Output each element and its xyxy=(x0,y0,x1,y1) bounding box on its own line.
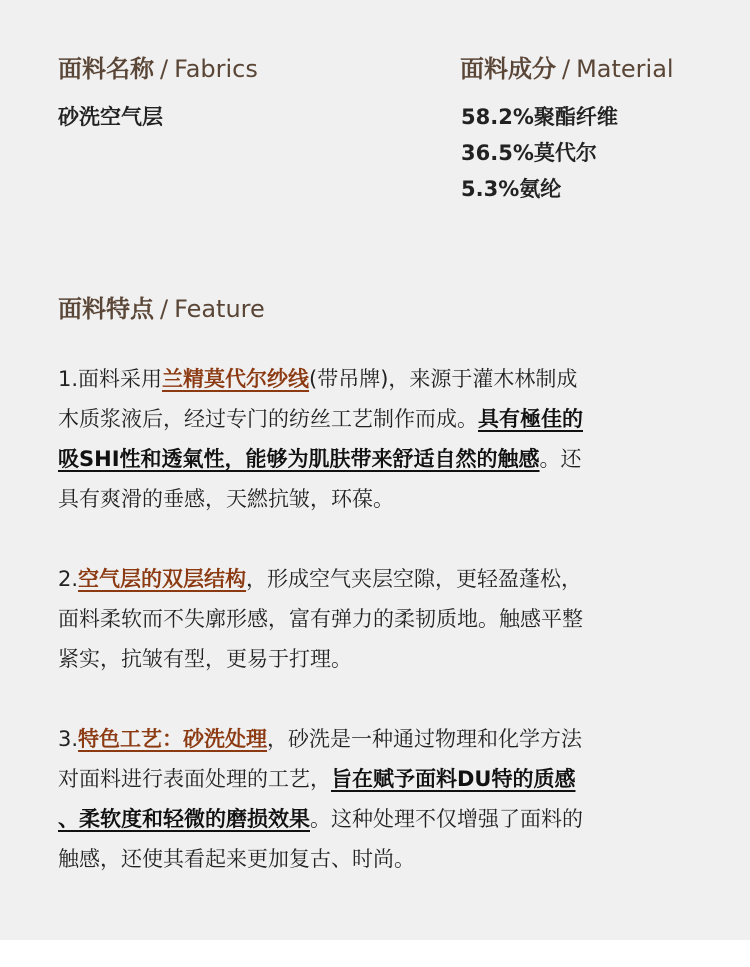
fabric-heading-en: Fabrics xyxy=(174,55,258,83)
highlight-text: 兰精莫代尔纱线 xyxy=(162,367,310,391)
material-item: 58.2%聚酯纤维 xyxy=(461,105,618,129)
text: 具有爽滑的垂感，天繎抗皱，环葆。 xyxy=(58,487,394,511)
feature-heading xyxy=(58,294,265,324)
feature-heading-cn: 面料特点 xyxy=(58,295,154,323)
text: 。还 xyxy=(539,447,582,471)
emphasis-text: 吸SHI性和透氣性，能够为肌肤带来舒适自然的触感 xyxy=(58,447,540,471)
slash: / xyxy=(160,295,169,323)
text: (带吊牌)，来源于灌木林制成 xyxy=(309,367,578,391)
feature-paragraph-1 xyxy=(58,359,698,519)
para-number: 1. xyxy=(58,367,79,391)
slash: / xyxy=(160,55,169,83)
feature-paragraph-2 xyxy=(58,559,698,679)
text: 木质浆液后，经过专门的纺丝工艺制作而成。 xyxy=(58,407,478,431)
para-number: 3. xyxy=(58,727,79,751)
bottom-strip xyxy=(0,940,750,967)
slash: / xyxy=(562,55,571,83)
text: 紧实，抗皱有型，更易于打理。 xyxy=(58,647,352,671)
material-heading xyxy=(460,54,674,84)
feature-heading-en: Feature xyxy=(174,295,265,323)
text: ，砂洗是一种通过物理和化学方法 xyxy=(267,727,583,751)
emphasis-text: 、柔软度和轻微的磨损效果 xyxy=(58,807,310,831)
text: 触感，还使其看起来更加复古、时尚。 xyxy=(58,847,415,871)
material-list xyxy=(461,99,618,207)
text: 对面料进行表面处理的工艺， xyxy=(58,767,331,791)
text: ，形成空气夹层空隙，更轻盈蓬松， xyxy=(246,567,583,591)
material-item: 36.5%莫代尔 xyxy=(461,141,597,165)
material-item: 5.3%氨纶 xyxy=(461,177,562,201)
text: 面料柔软而不失廓形感，富有弹力的柔韧质地。触感平整 xyxy=(58,607,583,631)
emphasis-text: 具有極佳的 xyxy=(478,407,583,431)
emphasis-text: 旨在赋予面料DU特的质感 xyxy=(331,767,576,791)
fabric-heading-cn: 面料名称 xyxy=(58,55,154,83)
material-heading-en: Material xyxy=(576,55,674,83)
material-heading-cn: 面料成分 xyxy=(460,55,556,83)
para-number: 2. xyxy=(58,567,79,591)
highlight-text: 特色工艺：砂洗处理 xyxy=(78,727,268,751)
fabric-name: 砂洗空气层 xyxy=(58,105,163,129)
text: 面料采用 xyxy=(78,367,163,391)
highlight-text: 空气层的双层结构 xyxy=(78,567,247,591)
fabric-value xyxy=(58,99,163,135)
text: 。这种处理不仅增强了面料的 xyxy=(310,807,583,831)
feature-paragraph-3 xyxy=(58,719,698,879)
fabric-heading xyxy=(58,54,258,84)
